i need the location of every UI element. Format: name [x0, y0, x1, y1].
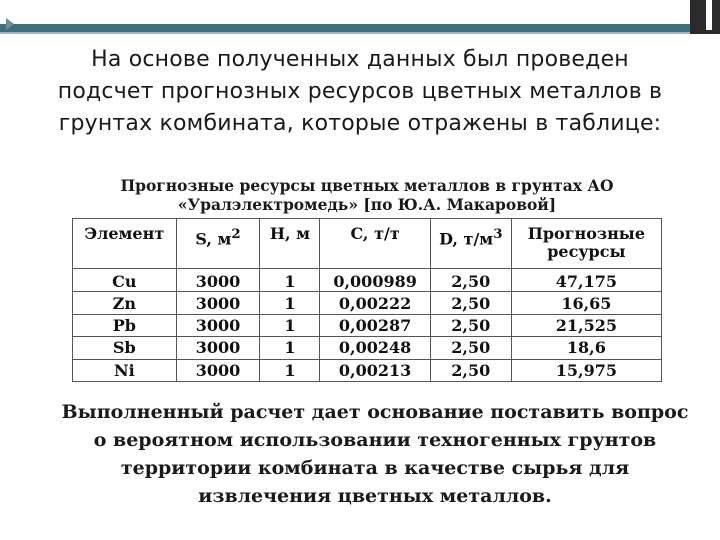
cell-area: 3000	[176, 269, 260, 292]
bullet-arrow-icon	[6, 18, 14, 30]
header-density-superscript: 3	[493, 226, 503, 242]
cell-density: 2,50	[430, 337, 511, 359]
cell-element: Zn	[73, 292, 177, 314]
cell-depth: 1	[260, 359, 320, 381]
cell-depth: 1	[260, 337, 320, 359]
header-element: Элемент	[73, 219, 177, 269]
cell-density: 2,50	[430, 314, 511, 336]
cell-area: 3000	[176, 292, 260, 314]
table-header-row	[73, 219, 662, 269]
table-row	[73, 292, 662, 314]
header-density: D, $т/м^3$	[430, 219, 511, 269]
cell-element: Ni	[73, 359, 177, 381]
cell-density: 2,50	[430, 269, 511, 292]
cell-depth: 1	[260, 269, 320, 292]
cell-area: 3000	[176, 314, 260, 336]
cell-resources: 47,175	[511, 269, 661, 292]
resources-table	[72, 218, 662, 382]
slide-heading: На основе полученных данных был проведен подсчет прогнозных ресурсов цветных металлов в грунтах комбината, которые отражены в таблице:	[57, 47, 663, 136]
cell-resources: 15,975	[511, 359, 661, 381]
table-caption-line-2: «Уралэлектромедь» [по Ю.А. Макаровой]	[177, 195, 557, 214]
cell-resources: 21,525	[511, 314, 661, 336]
header-area: S, $м^2$	[176, 219, 260, 269]
cell-density: 2,50	[430, 359, 511, 381]
header-concentration: C, т/т	[320, 219, 430, 269]
slide-corner-block	[690, 0, 720, 34]
cell-concentration: 0,00222	[320, 292, 430, 314]
slide-accent-thin-line	[0, 32, 720, 34]
cell-density: 2,50	[430, 292, 511, 314]
cell-element: Pb	[73, 314, 177, 336]
table-row	[73, 314, 662, 336]
cell-concentration: 0,00248	[320, 337, 430, 359]
header-area-superscript: 2	[231, 226, 241, 242]
cell-depth: 1	[260, 314, 320, 336]
table-caption-line-1: Прогнозные ресурсы цветных металлов в грунтах АО	[120, 176, 614, 195]
cell-element: Cu	[73, 269, 177, 292]
cell-area: 3000	[176, 359, 260, 381]
table-row	[73, 269, 662, 292]
cell-depth: 1	[260, 292, 320, 314]
header-depth: H, м	[260, 219, 320, 269]
slide-accent-line	[0, 24, 720, 32]
conclusion-text: Выполненный расчет дает основание поставить вопрос о вероятном использовании техногенных грунтов территории комбината в качестве сырья для извлечения цветных металлов.	[61, 401, 689, 507]
cell-element: Sb	[73, 337, 177, 359]
table-row	[73, 337, 662, 359]
cell-concentration: 0,00213	[320, 359, 430, 381]
cell-resources: 18,6	[511, 337, 661, 359]
cell-area: 3000	[176, 337, 260, 359]
cell-concentration: 0,00287	[320, 314, 430, 336]
table-row	[73, 359, 662, 381]
slide-corner-stripe	[706, 0, 712, 30]
table-caption	[72, 176, 662, 214]
header-forecast-resources: Прогнозные ресурсы	[511, 219, 661, 269]
cell-concentration: 0,000989	[320, 269, 430, 292]
cell-resources: 16,65	[511, 292, 661, 314]
